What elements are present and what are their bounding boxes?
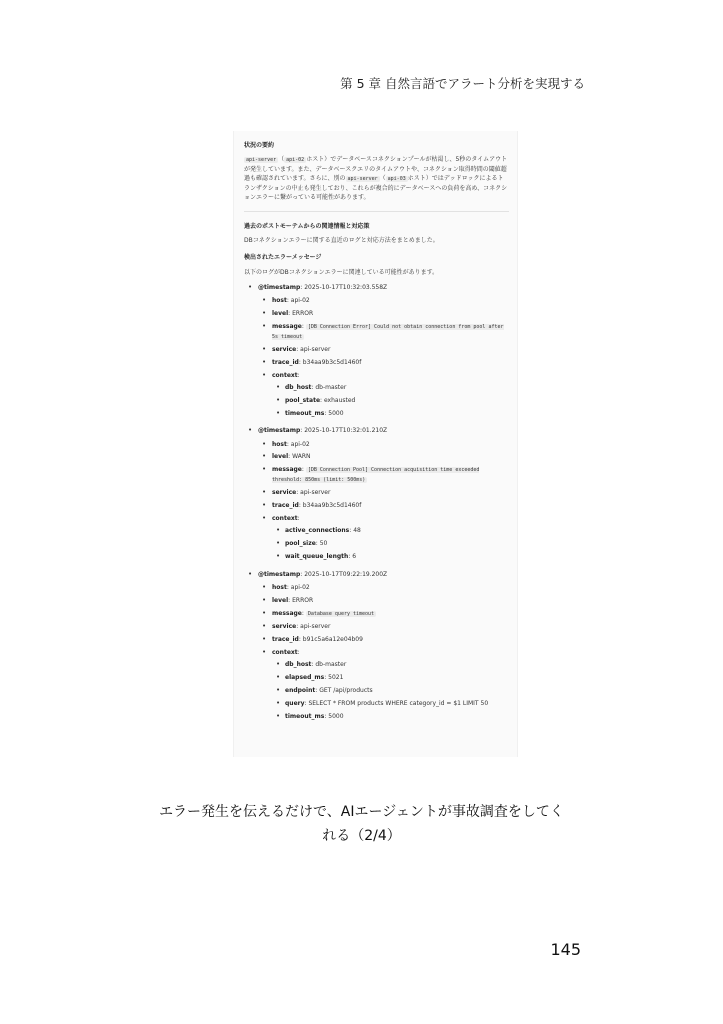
log-field-level: • level: WARN xyxy=(258,452,509,461)
timestamp-key: @timestamp xyxy=(258,427,301,435)
context-value: GET /api/products xyxy=(319,686,373,694)
context-field: • elapsed_ms: 5021 xyxy=(272,673,509,682)
log-field-message: • message: Database query timeout xyxy=(258,609,509,619)
field-key: message xyxy=(272,609,302,617)
context-value: 5000 xyxy=(328,712,344,720)
log-field-context: • context: • active_connections: 48 • pool_size: 50 • wait_queue_length: 6 xyxy=(258,514,509,561)
field-key: context xyxy=(272,648,298,656)
inline-code: api-03 xyxy=(387,176,406,183)
context-value: 5021 xyxy=(328,673,344,681)
related-text: DBコネクションエラーに関する直近のログと対応方法をまとめました。 xyxy=(244,236,439,244)
summary-text: （ xyxy=(379,175,386,183)
log-list xyxy=(244,283,509,721)
log-entry: • @timestamp: 2025-10-17T10:32:01.210Z • host: api-02 • level: WARN • message: [DB Connection Pool] Connection acquisition time exceeded threshold: 850ms (limit: 500ms) • service: api-server • trace_id: b34aa9b3c5d1460f • context: • active_connections: 48 • pool_size: 50 • wait_queue_length: 6 xyxy=(244,426,509,561)
timestamp-key: @timestamp xyxy=(258,283,301,291)
context-fields xyxy=(272,383,509,418)
field-value: api-02 xyxy=(290,297,310,305)
field-value: api-server xyxy=(300,622,331,630)
field-value: WARN xyxy=(292,453,311,461)
field-value: api-02 xyxy=(290,583,310,591)
context-key: pool_state xyxy=(285,397,321,405)
field-value: ERROR xyxy=(292,596,314,604)
context-value: 50 xyxy=(319,540,328,548)
context-value: db-master xyxy=(315,384,347,392)
log-field-context: • context: • db_host: db-master • elapsed_ms: 5021 • endpoint: GET /api/products • query: SELECT * FROM products WHERE category_id = $1 LIMIT 50 • timeout_ms: 5000 xyxy=(258,648,509,721)
message-code: Database query timeout xyxy=(307,610,375,617)
context-key: active_connections xyxy=(285,527,350,535)
context-field: • pool_state: exhausted xyxy=(272,396,509,405)
inline-code: api-server xyxy=(347,176,378,183)
context-key: endpoint xyxy=(285,686,316,694)
divider xyxy=(244,211,509,212)
chat-response-screenshot xyxy=(233,131,518,757)
context-key: timeout_ms xyxy=(285,409,325,417)
log-fields xyxy=(258,440,509,562)
field-key: message xyxy=(272,322,302,330)
field-key: service xyxy=(272,346,297,354)
log-entry: • @timestamp: 2025-10-17T10:32:03.558Z • host: api-02 • level: ERROR • message: [DB Connection Error] Could not obtain connection from pool after 5s timeout • service: api-server • trace_id: b34aa9b3c5d1460f • context: • db_host: db-master • pool_state: exhausted • timeout_ms: 5000 xyxy=(244,283,509,418)
context-field: • endpoint: GET /api/products xyxy=(272,686,509,695)
context-key: pool_size xyxy=(285,540,316,548)
field-key: host xyxy=(272,583,287,591)
timestamp-value: 2025-10-17T09:22:19.200Z xyxy=(304,570,388,578)
figure-caption xyxy=(0,800,723,848)
field-key: trace_id xyxy=(272,502,299,510)
context-value: 5000 xyxy=(328,409,344,417)
context-field: • timeout_ms: 5000 xyxy=(272,409,509,418)
field-value: api-02 xyxy=(290,440,310,448)
field-key: level xyxy=(272,596,289,604)
field-value: b34aa9b3c5d1460f xyxy=(302,358,362,366)
context-field: • db_host: db-master xyxy=(272,383,509,392)
log-field-message: • message: [DB Connection Error] Could not obtain connection from pool after 5s timeout xyxy=(258,322,509,342)
summary-paragraph xyxy=(244,155,509,202)
context-field: • active_connections: 48 xyxy=(272,526,509,535)
field-value: b91c5a6a12e04b09 xyxy=(302,635,363,643)
context-field: • wait_queue_length: 6 xyxy=(272,552,509,561)
field-key: context xyxy=(272,515,298,523)
field-key: context xyxy=(272,371,298,379)
context-field: • timeout_ms: 5000 xyxy=(272,712,509,721)
inline-code: api-server xyxy=(246,157,277,164)
log-field-level: • level: ERROR xyxy=(258,596,509,605)
message-code: [DB Connection Pool] Connection acquisition time exceeded threshold: 850ms (limit: 500ms) xyxy=(272,467,480,484)
timestamp-key: @timestamp xyxy=(258,570,301,578)
context-field: • db_host: db-master xyxy=(272,660,509,669)
context-key: wait_queue_length xyxy=(285,553,349,561)
page-number: 145 xyxy=(550,940,581,959)
field-value: ERROR xyxy=(292,310,314,318)
log-field-trace-id: • trace_id: b34aa9b3c5d1460f xyxy=(258,501,509,510)
log-entry: • @timestamp: 2025-10-17T09:22:19.200Z • host: api-02 • level: ERROR • message: Database query timeout • service: api-server • trace_id: b91c5a6a12e04b09 • context: • db_host: db-master • elapsed_ms: 5021 • endpoint: GET /api/products • query: SELECT * FROM products WHERE category_id = $1 LIMIT 50 • timeout_ms: 5000 xyxy=(244,570,509,721)
context-value: 48 xyxy=(353,527,361,535)
context-value: SELECT * FROM products WHERE category_id = $1 LIMIT 50 xyxy=(308,699,489,707)
log-field-trace-id: • trace_id: b91c5a6a12e04b09 xyxy=(258,635,509,644)
errors-text: 以下のログがDBコネクションエラーに関連している可能性があります。 xyxy=(244,268,439,276)
context-key: db_host xyxy=(285,661,312,669)
log-fields xyxy=(258,583,509,721)
summary-text: ホスト）ではデッドロックによるトランザクションの中止も発生しており、これらが複合的にデータベースへの負荷を高め、コネクションエラーに繋がっている可能性があります。 xyxy=(244,175,508,202)
log-field-service: • service: api-server xyxy=(258,488,509,497)
field-key: host xyxy=(272,440,287,448)
field-key: trace_id xyxy=(272,358,299,366)
log-field-host: • host: api-02 xyxy=(258,440,509,449)
summary-text: （ xyxy=(278,156,285,164)
caption-line-2: れる（2/4） xyxy=(322,828,401,844)
field-key: host xyxy=(272,297,287,305)
log-field-context: • context: • db_host: db-master • pool_state: exhausted • timeout_ms: 5000 xyxy=(258,371,509,418)
log-field-message: • message: [DB Connection Pool] Connection acquisition time exceeded threshold: 850ms (limit: 500ms) xyxy=(258,465,509,485)
inline-code: api-02 xyxy=(286,157,305,164)
message-code: [DB Connection Error] Could not obtain connection from pool after 5s timeout xyxy=(272,323,504,340)
context-key: timeout_ms xyxy=(285,712,325,720)
related-heading: 過去のポストモーテムからの関連情報と対応策 xyxy=(244,222,370,230)
context-key: query xyxy=(285,699,305,707)
timestamp-value: 2025-10-17T10:32:03.558Z xyxy=(304,283,388,291)
context-value: exhausted xyxy=(323,397,356,405)
context-fields xyxy=(272,660,509,721)
field-key: service xyxy=(272,622,297,630)
context-fields xyxy=(272,526,509,561)
field-key: message xyxy=(272,466,302,474)
context-value: db-master xyxy=(315,661,347,669)
field-key: trace_id xyxy=(272,635,299,643)
context-key: db_host xyxy=(285,384,312,392)
field-key: service xyxy=(272,489,297,497)
log-field-host: • host: api-02 xyxy=(258,583,509,592)
field-key: level xyxy=(272,310,289,318)
field-value: b34aa9b3c5d1460f xyxy=(302,502,362,510)
timestamp-value: 2025-10-17T10:32:01.210Z xyxy=(304,427,388,435)
context-key: elapsed_ms xyxy=(285,673,325,681)
context-field: • pool_size: 50 xyxy=(272,539,509,548)
log-fields xyxy=(258,296,509,418)
log-field-trace-id: • trace_id: b34aa9b3c5d1460f xyxy=(258,358,509,367)
context-field: • query: SELECT * FROM products WHERE category_id = $1 LIMIT 50 xyxy=(272,699,509,708)
chat-response-body xyxy=(244,141,509,724)
field-value: api-server xyxy=(300,489,331,497)
context-value: 6 xyxy=(352,553,357,561)
log-field-service: • service: api-server xyxy=(258,622,509,631)
log-field-level: • level: ERROR xyxy=(258,309,509,318)
caption-line-1: エラー発生を伝えるだけで、AIエージェントが事故調査をしてく xyxy=(159,804,564,820)
log-field-host: • host: api-02 xyxy=(258,296,509,305)
summary-heading: 状況の要約 xyxy=(244,142,275,149)
field-key: level xyxy=(272,453,289,461)
chapter-header: 第 5 章 自然言語でアラート分析を実現する xyxy=(340,76,585,91)
summary-text: ホスト）でデータベースコネクションプールが枯渇し、5秒のタイムアウトが発生しています。また、データベースクエリのタイムアウトや、コネクション取得時間の閾値超過も確認されています。さらに、別の xyxy=(244,156,508,183)
errors-heading: 検出されたエラーメッセージ xyxy=(244,254,322,262)
log-field-service: • service: api-server xyxy=(258,345,509,354)
field-value: api-server xyxy=(300,346,331,354)
